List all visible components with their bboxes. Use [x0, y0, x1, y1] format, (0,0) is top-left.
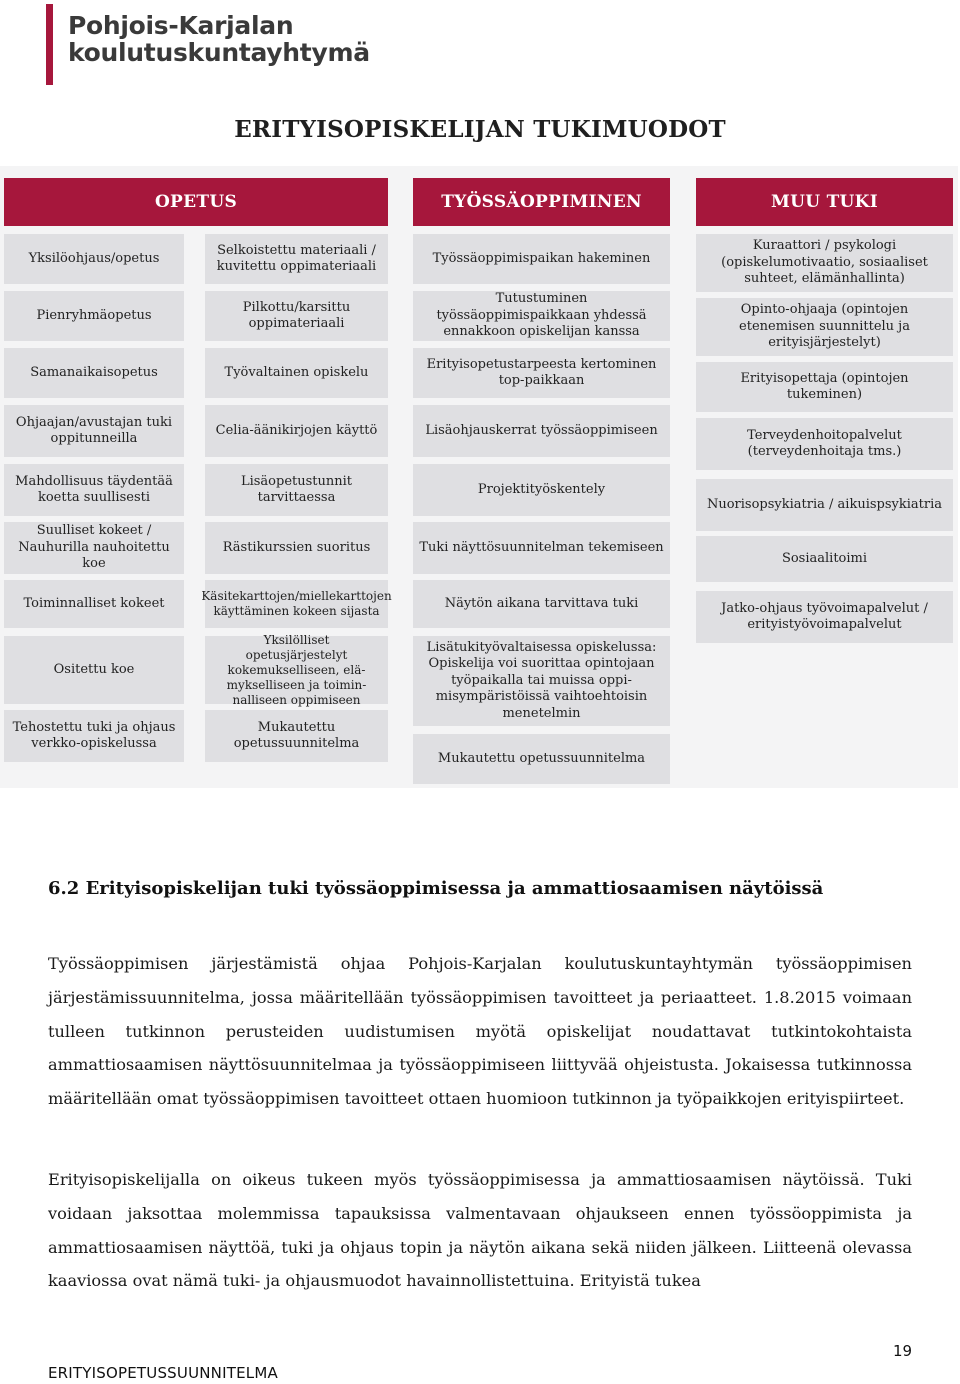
- muu-tuki-cell: Terveydenhoitopalvelut (terveydenhoitaja tms.): [696, 418, 953, 470]
- logo-bar: [46, 4, 53, 85]
- muu-tuki-cell: Nuorisopsykiatria / aikuispsykiatria: [696, 479, 953, 531]
- tyossaoppiminen-cell: Tuki näyttösuunnitelman tekemiseen: [413, 522, 670, 574]
- opetus-cell: Selkoistettu materiaali / kuvitettu oppimateriaali: [205, 234, 388, 284]
- paragraph-2: Erityisopiskelijalla on oikeus tukeen myös työssäoppimisessa ja ammattiosaamisen näytöissä. Tuki voidaan jaksottaa molemmissa tapauksissa valmentavaan ohjaukseen ennen työssöoppimista ja ammattiosaamisen näyttöä, tuki ja ohjaus topin ja näytön aikana sekä niiden jälkeen. Liitteenä olevassa kaaviossa ovat nämä tuki- ja ohjausmuodot havainnollistettuina. Erityistä tukea: [48, 1170, 912, 1291]
- opetus-cell: Toiminnalliset kokeet: [4, 580, 184, 628]
- tyossaoppiminen-cell: Työssäoppimispaikan hakeminen: [413, 234, 670, 284]
- tyossaoppiminen-cell: Lisätukityövaltaisessa opiskelussa: Opiskelija voi suorittaa opintojaan työpaikalla tai muissa oppi-misympäristöissä vaihtoehtoisin menetelmin: [413, 636, 670, 726]
- muu-tuki-cell: Erityisopettaja (opintojen tukeminen): [696, 362, 953, 412]
- opetus-cell: Rästikurssien suoritus: [205, 522, 388, 574]
- opetus-cell: Celia-äänikirjojen käyttö: [205, 405, 388, 457]
- muu-tuki-cell: Kuraattori / psykologi (opiskelumotivaatio, sosiaaliset suhteet, elämänhallinta): [696, 234, 953, 292]
- opetus-cell: Mukautettu opetussuunnitelma: [205, 710, 388, 762]
- opetus-cell: Pienryhmäopetus: [4, 291, 184, 341]
- paragraph-1: Työssäoppimisen järjestämistä ohjaa Pohjois-Karjalan koulutuskuntayhtymän työssäoppimisen järjestämissuunnitelma, jossa määritellään työssäoppimisen tavoitteet ja periaatteet. 1.8.2015 voimaan tulleen tutkinnon perusteiden uudistumisen myötä opiskelijat noudattavat tutkintokohtaista ammattiosaamisen näyttösuunnitelmaa ja työssäoppimiseen liittyvää ohjeistusta. Jokaisessa tutkinnossa määritellään omat työssäoppimisen tavoitteet ottaen huomioon tutkinnon ja työpaikkojen erityispiirteet.: [48, 954, 912, 1109]
- section-heading: 6.2 Erityisopiskelijan tuki työssäoppimisessa ja ammattiosaamisen näytöissä: [48, 878, 824, 899]
- footer-title: ERITYISOPETUSSUUNNITELMA: [48, 1364, 278, 1382]
- logo-line-1: Pohjois-Karjalan: [68, 11, 294, 40]
- tyossaoppiminen-cell: Erityisopetustarpeesta kertominen top-paikkaan: [413, 348, 670, 398]
- tyossaoppiminen-cell: Lisäohjauskerrat työssäoppimiseen: [413, 405, 670, 457]
- page-number: 19: [893, 1342, 913, 1360]
- opetus-cell: Pilkottu/karsittu oppimateriaali: [205, 291, 388, 341]
- muu-tuki-cell: Sosiaalitoimi: [696, 536, 953, 582]
- opetus-cell: Mahdollisuus täydentää koetta suullisesti: [4, 464, 184, 516]
- opetus-cell: Ositettu koe: [4, 636, 184, 704]
- muu-tuki-cell: Jatko-ohjaus työvoimapalvelut / erityistyövoimapalvelut: [696, 591, 953, 643]
- opetus-cell: Yksilöohjaus/opetus: [4, 234, 184, 284]
- opetus-cell: Lisäopetustunnit tarvittaessa: [205, 464, 388, 516]
- tyossaoppiminen-cell: Projektityöskentely: [413, 464, 670, 516]
- opetus-cell: Käsitekarttojen/miellekarttojen käyttäminen kokeen sijasta: [205, 580, 388, 628]
- logo-line-2: koulutuskuntayhtymä: [68, 38, 370, 67]
- opetus-cell: Ohjaajan/avustajan tuki oppitunneilla: [4, 405, 184, 457]
- opetus-cell: Työvaltainen opiskelu: [205, 348, 388, 398]
- header-muu-tuki: MUU TUKI: [696, 178, 953, 226]
- tyossaoppiminen-cell: Näytön aikana tarvittava tuki: [413, 580, 670, 628]
- muu-tuki-cell: Opinto-ohjaaja (opintojen etenemisen suunnittelu ja erityisjärjestelyt): [696, 298, 953, 356]
- opetus-cell: Samanaikaisopetus: [4, 348, 184, 398]
- opetus-cell: Suulliset kokeet / Nauhurilla nauhoitettu koe: [4, 522, 184, 574]
- opetus-cell: Tehostettu tuki ja ohjaus verkko-opiskelussa: [4, 710, 184, 762]
- diagram-title: ERITYISOPISKELIJAN TUKIMUODOT: [234, 116, 726, 143]
- tyossaoppiminen-cell: Tutustuminen työssäoppimispaikkaan yhdessä ennakkoon opiskelijan kanssa: [413, 291, 670, 341]
- tyossaoppiminen-cell: Mukautettu opetussuunnitelma: [413, 734, 670, 784]
- organization-logo: [68, 12, 370, 66]
- opetus-cell: Yksilölliset opetusjärjestelyt kokemukselliseen, elä-mykselliseen ja toimin-nalliseen oppimiseen: [205, 636, 388, 704]
- header-tyossaoppiminen: TYÖSSÄOPPIMINEN: [413, 178, 670, 226]
- header-opetus: OPETUS: [4, 178, 388, 226]
